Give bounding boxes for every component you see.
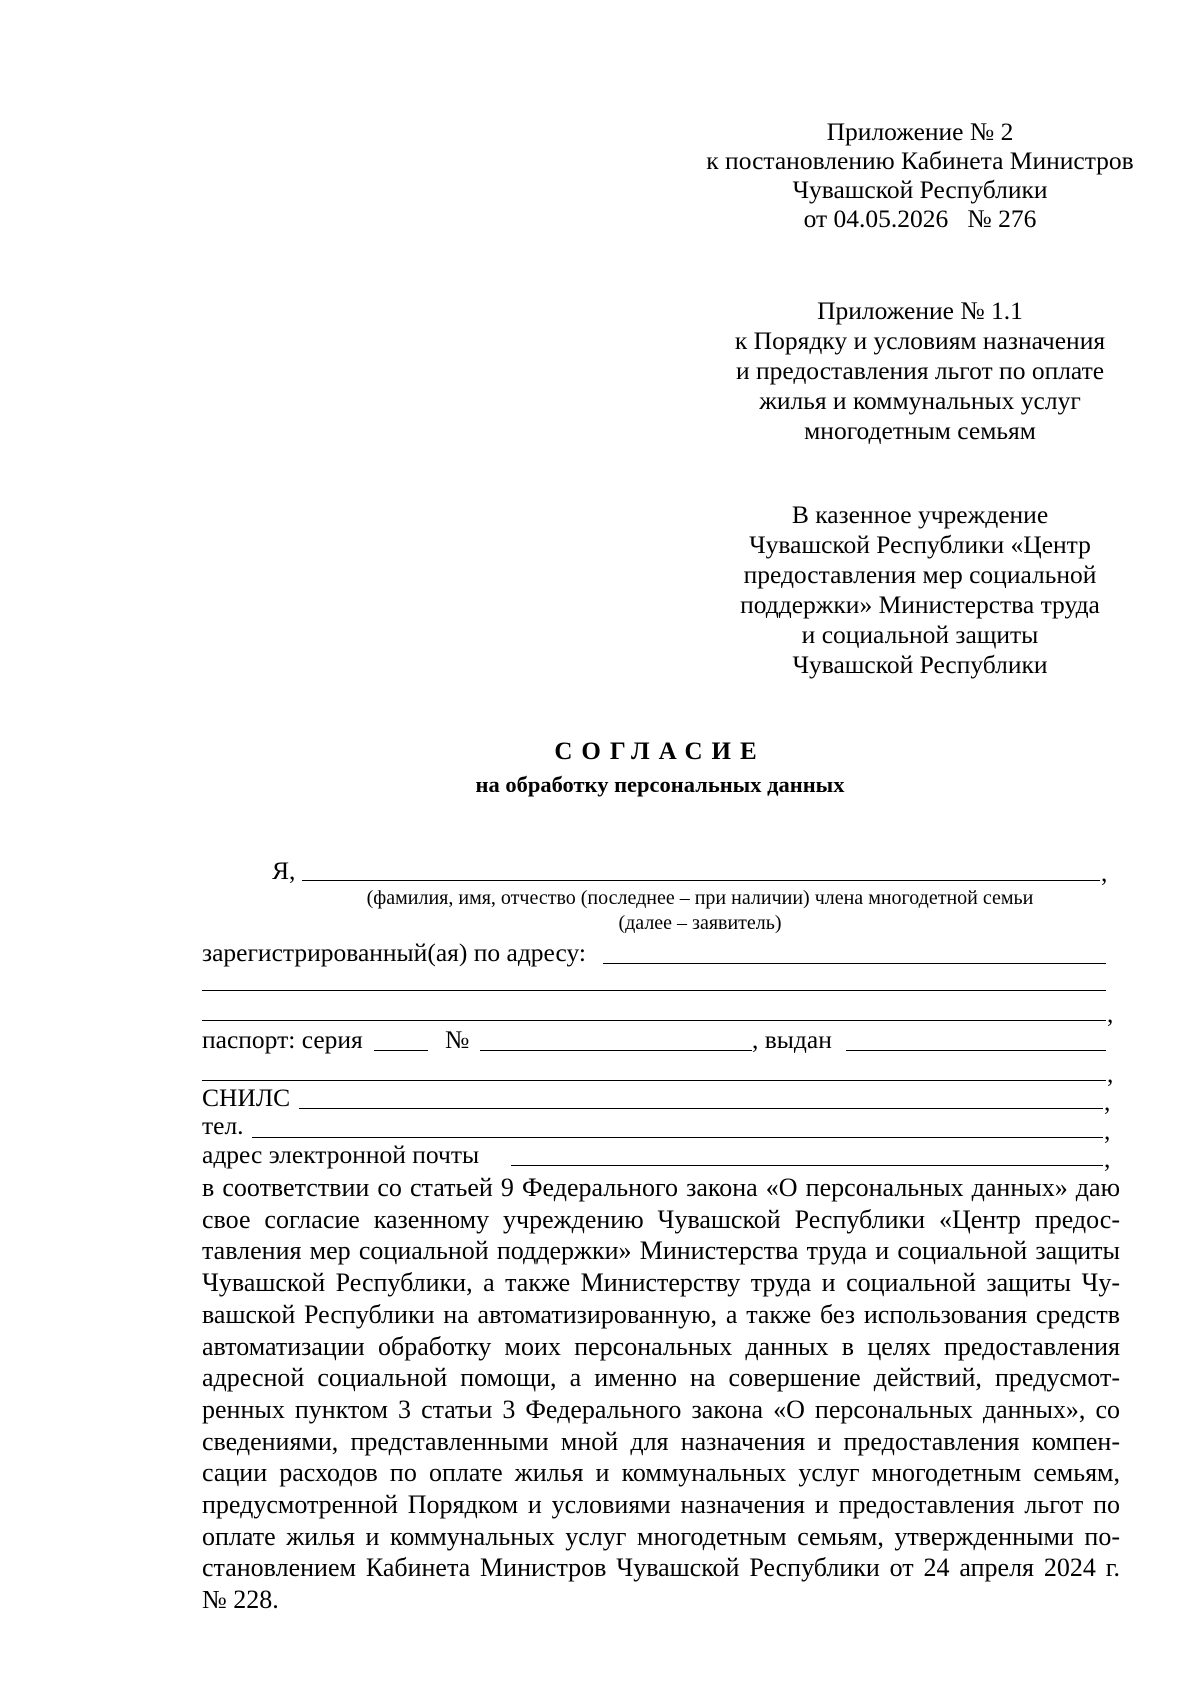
order-appendix-line: многодетным семьям — [804, 416, 1036, 445]
addressee-line: поддержки» Министерства труда — [740, 590, 1100, 619]
email-label: адрес электронной почты — [202, 1140, 480, 1169]
address-comma: , — [1107, 999, 1114, 1028]
order-appendix-line: жилья и коммунальных услуг — [759, 386, 1081, 415]
order-appendix-header — [640, 296, 1200, 446]
phone-comma: , — [1104, 1116, 1111, 1145]
consent-body-line: автоматизации обработку моих персональных данных в целях предоставления — [202, 1331, 1120, 1361]
order-appendix-line: к Порядку и условиям назначения — [734, 326, 1106, 355]
consent-body-line: свое согласие казенному учреждению Чувашской Республики «Центр предос- — [202, 1204, 1120, 1234]
addressee-line: и социальной защиты — [801, 620, 1039, 649]
passport-number-field[interactable] — [480, 1050, 752, 1051]
consent-body-line: тавления мер социальной поддержки» Министерства труда и социальной защиты — [202, 1236, 1120, 1266]
full-name-hint-line: (далее – заявитель) — [618, 912, 782, 934]
addressee-block — [640, 500, 1200, 680]
consent-body-line: № 228. — [202, 1585, 279, 1615]
consent-body — [202, 1172, 1120, 1616]
full-name-hint — [250, 886, 1150, 936]
ya-label: Я, — [272, 856, 296, 885]
address-label: зарегистрированный(ая) по адресу: — [202, 938, 586, 967]
passport-issued-field-line1[interactable] — [846, 1050, 1106, 1051]
consent-body-line: в соответствии со статьей 9 Федерального закона «О персональных данных» даю — [202, 1173, 1120, 1202]
appendix-header-line: Чувашской Республики — [792, 175, 1048, 204]
appendix-header-line: к постановлению Кабинета Министров — [706, 146, 1134, 175]
appendix-header-line: от 04.05.2026 № 276 — [803, 204, 1037, 233]
passport-series-label: паспорт: серия — [202, 1025, 363, 1054]
address-field-line1[interactable] — [603, 963, 1106, 964]
addressee-line: Чувашской Республики «Центр — [749, 530, 1091, 559]
order-appendix-line: и предоставления льгот по оплате — [735, 356, 1105, 385]
consent-body-line: предусмотренной Порядком и условиями назначения и предоставления льгот по — [202, 1490, 1120, 1520]
phone-label: тел. — [202, 1111, 244, 1140]
address-field-line2[interactable] — [202, 990, 1106, 991]
email-comma: , — [1104, 1144, 1111, 1173]
snils-label: СНИЛС — [202, 1083, 291, 1112]
consent-body-line: ренных пунктом 3 статьи 3 Федерального закона «О персональных данных», со — [202, 1394, 1120, 1424]
phone-field[interactable] — [252, 1137, 1103, 1138]
consent-body-line: вашской Республики на автоматизированную, а также без использования средств — [202, 1299, 1120, 1329]
passport-issued-field-line2[interactable] — [202, 1080, 1106, 1081]
passport-comma: , — [1107, 1059, 1114, 1088]
consent-body-line: сведениями, представленными мной для назначения и предоставления компен- — [202, 1426, 1120, 1456]
consent-body-line: оплате жилья и коммунальных услуг многодетным семьям, утвержденными по- — [202, 1521, 1120, 1551]
full-name-hint-line: (фамилия, имя, отчество (последнее – при наличии) члена многодетной семьи — [366, 887, 1034, 909]
full-name-field[interactable] — [302, 880, 1100, 881]
document-title: СОГЛАСИЕ — [554, 738, 766, 765]
snils-field[interactable] — [299, 1108, 1103, 1109]
addressee-line: предоставления мер социальной — [743, 560, 1097, 589]
email-field[interactable] — [511, 1165, 1103, 1166]
addressee-line: Чувашской Республики — [792, 650, 1048, 679]
appendix-header — [640, 117, 1200, 233]
consent-body-line: адресной социальной помощи, а именно на совершение действий, предусмот- — [202, 1363, 1120, 1393]
document-subtitle: на обработку персональных данных — [475, 772, 845, 797]
consent-body-line: Чувашской Республики, а также Министерству труда и социальной защиты Чу- — [202, 1268, 1120, 1298]
consent-body-line: сации расходов по оплате жилья и коммунальных услуг многодетным семьям, — [202, 1458, 1120, 1488]
addressee-line: В казенное учреждение — [791, 500, 1049, 529]
full-name-comma: , — [1101, 858, 1108, 887]
snils-comma: , — [1104, 1087, 1111, 1116]
appendix-header-line: Приложение № 2 — [826, 117, 1014, 146]
order-appendix-line: Приложение № 1.1 — [817, 296, 1023, 325]
address-field-line3[interactable] — [202, 1020, 1106, 1021]
passport-series-field[interactable] — [374, 1050, 428, 1051]
passport-issued-label: , выдан — [752, 1025, 832, 1054]
consent-body-line: становлением Кабинета Министров Чувашской Республики от 24 апреля 2024 г. — [202, 1553, 1120, 1583]
passport-number-label: № — [445, 1025, 470, 1054]
